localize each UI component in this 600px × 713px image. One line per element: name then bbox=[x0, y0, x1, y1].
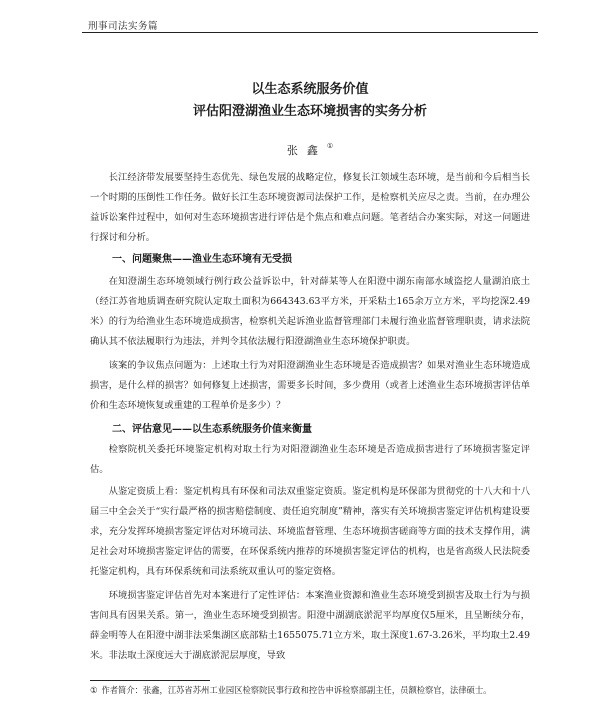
footnote-text: 作者简介：张鑫，江苏省苏州工业园区检察院民事行政和控告申诉检察部副主任，员额检察官，法律硕士。 bbox=[101, 685, 492, 695]
article-title-line1: 以生态系统服务价值 bbox=[251, 82, 369, 97]
section1-heading: 一、问题聚焦——渔业生态环境有无受损 bbox=[112, 254, 292, 265]
header-rule bbox=[82, 32, 538, 33]
running-header: 刑事司法实务篇 bbox=[88, 21, 159, 32]
footnote-rule bbox=[90, 680, 210, 681]
footnote-mark: ① bbox=[90, 685, 98, 695]
section1-paragraph-2: 该案的争议焦点问题为：上述取土行为对阳澄湖渔业生态环境是否造成损害？如果对渔业生态环境造成损害，是什么样的损害？如何修复上述损害，需要多长时间，多少费用（或者上述渔业生态环境损害评估单价和生态环境恢复或重建的工程单价是多少）？ bbox=[90, 360, 530, 411]
footnote bbox=[90, 684, 530, 697]
section2-paragraph-1: 检察院机关委托环境鉴定机构对取土行为对阳澄湖渔业生态环境是否造成损害进行了环境损害鉴定评估。 bbox=[90, 444, 530, 475]
section2-heading: 二、评估意见——以生态系统服务价值来衡量 bbox=[112, 424, 312, 435]
author bbox=[82, 142, 538, 158]
intro-paragraph: 长江经济带发展要坚持生态优先、绿色发展的战略定位，修复长江领域生态环境，是当前和今后相当长一个时期的压倒性工作任务。做好长江生态环境资源司法保护工作，是检察机关应尽之责。当前，在办理公益诉讼案件过程中，如何对生态环境损害进行评估是个焦点和难点问题。笔者结合办案实际，对这一问题进行探讨和分析。 bbox=[90, 172, 530, 243]
author-name: 张鑫 bbox=[286, 144, 327, 157]
section2-paragraph-3: 环境损害鉴定评估首先对本案进行了定性评估：本案渔业资源和渔业生态环境受到损害及取土行为与损害间具有因果关系。第一，渔业生态环境受到损害。阳澄中湖湖底淤泥平均厚度仅5厘米，且呈断续分布，薛金明等人在阳澄中湖非法采集湖区底部粘土1655075.71立方米，取土深度1.67-3.26米，平均取土2.49米。非法取土深度远大于湖底淤泥层厚度，导致 bbox=[90, 590, 530, 661]
section2-paragraph-2: 从鉴定资质上看：鉴定机构具有环保和司法双重鉴定资质。鉴定机构是环保部为贯彻党的十八大和十八届三中全会关于“实行最严格的损害赔偿制度、责任追究制度”精神，落实有关环境损害鉴定评估机构建设要求，充分发挥环境损害鉴定评估对环境司法、环境监督管理、生态环境损害磋商等方面的技术支撑作用，满足社会对环境损害鉴定评估的需要，在环保系统内推荐的环境损害鉴定评估的机构，也是省高级人民法院委托鉴定机构，具有环保系统和司法系统双重认可的鉴定资格。 bbox=[90, 486, 530, 577]
article-title-line2: 评估阳澄湖渔业生态环境损害的实务分析 bbox=[192, 104, 427, 119]
section1-paragraph-1: 在知澄湖生态环境领域行例行政公益诉讼中，针对薛某等人在阳澄中湖东南部水域盗挖人量湖泊底土（经江苏省地质调查研究院认定取土面积为664343.63平方米，开采粘土165余万立方米，平均挖深2.49米）的行为给渔业生态环境造成损害，检察机关起诉渔业监督管理部门未履行渔业监督管理职责，请求法院确认其不依法履职行为违法，并判令其依法履行阳澄湖渔业生态环境保护职责。 bbox=[90, 276, 530, 347]
author-note-mark: ① bbox=[326, 142, 334, 150]
